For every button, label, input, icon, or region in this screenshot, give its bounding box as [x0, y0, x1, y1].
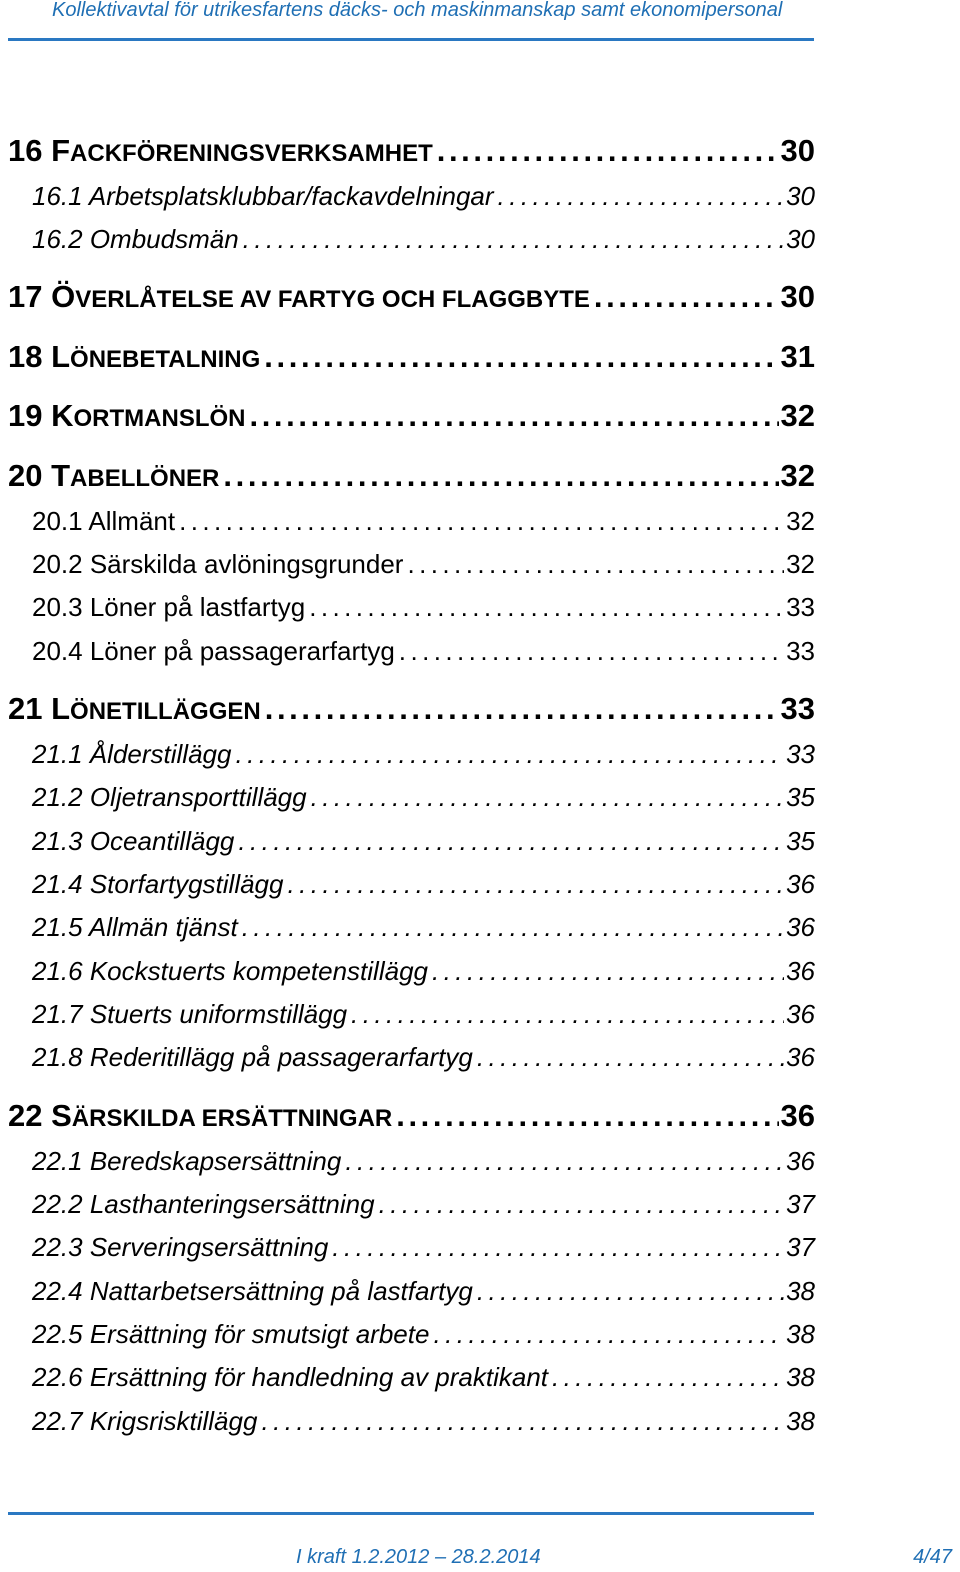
- toc-leader: [242, 912, 784, 943]
- toc-title: 21.1 Ålderstillägg: [32, 739, 232, 769]
- toc-leader: [552, 1362, 784, 1393]
- toc-title: 21.4 Storfartygstillägg: [32, 869, 284, 899]
- toc-entry-21[interactable]: [8, 691, 815, 729]
- toc-title: 21.7 Stuerts uniformstillägg: [32, 999, 348, 1029]
- toc-leader: [223, 458, 778, 494]
- toc-leader: [396, 1098, 778, 1134]
- toc-page-number: 36: [786, 956, 815, 986]
- toc-page-number: 38: [786, 1406, 815, 1436]
- toc-entry-17[interactable]: [8, 279, 815, 317]
- toc-leader: [477, 1276, 784, 1307]
- toc-entry-19[interactable]: [8, 398, 815, 436]
- toc-leader: [399, 636, 784, 667]
- toc-entry-21-2[interactable]: [32, 782, 815, 816]
- toc-title: 22.5 Ersättning för smutsigt arbete: [32, 1319, 430, 1349]
- toc-page-number: 37: [786, 1189, 815, 1219]
- toc-entry-16-1[interactable]: [32, 181, 815, 215]
- toc-page-number: 32: [780, 458, 815, 493]
- toc-entry-22-2[interactable]: [32, 1189, 815, 1223]
- toc-entry-16-2[interactable]: [32, 224, 815, 258]
- toc-title: 21.8 Rederitillägg på passagerarfartyg: [32, 1042, 473, 1072]
- toc-leader: [264, 339, 778, 375]
- toc-leader: [432, 956, 784, 987]
- footer-divider: [8, 1512, 814, 1515]
- toc-leader: [311, 782, 784, 813]
- toc-entry-21-3[interactable]: [32, 826, 815, 860]
- toc-page-number: 30: [786, 224, 815, 254]
- toc-title: 20.2 Särskilda avlöningsgrunder: [32, 549, 404, 579]
- toc-leader: [261, 1406, 784, 1437]
- toc-entry-21-5[interactable]: [32, 912, 815, 946]
- toc-entry-22-3[interactable]: [32, 1232, 815, 1266]
- toc-entry-22-5[interactable]: [32, 1319, 815, 1353]
- toc-leader: [351, 999, 784, 1030]
- toc-title: 22 SÄRSKILDA ERSÄTTNINGAR: [8, 1098, 393, 1133]
- toc-leader: [498, 181, 785, 212]
- toc-title: 17 ÖVERLÅTELSE AV FARTYG OCH FLAGGBYTE: [8, 279, 590, 314]
- toc-page-number: 30: [780, 133, 815, 168]
- toc-leader: [265, 691, 779, 727]
- toc-entry-18[interactable]: [8, 339, 815, 377]
- toc-title: 21.5 Allmän tjänst: [32, 912, 238, 942]
- toc-title: 22.7 Krigsrisktillägg: [32, 1406, 258, 1436]
- toc-page-number: 38: [786, 1276, 815, 1306]
- toc-title: 18 LÖNEBETALNING: [8, 339, 261, 374]
- toc-leader: [437, 133, 779, 169]
- toc-entry-22[interactable]: [8, 1098, 815, 1136]
- toc-page-number: 31: [780, 339, 815, 374]
- toc-title: 16.1 Arbetsplatsklubbar/fackavdelningar: [32, 181, 494, 211]
- toc-title: 22.6 Ersättning för handledning av praktikant: [32, 1362, 549, 1392]
- toc-page-number: 30: [780, 279, 815, 314]
- toc-entry-20-4[interactable]: [32, 636, 815, 670]
- toc-title: 21.3 Oceantillägg: [32, 826, 235, 856]
- toc-title: 21 LÖNETILLÄGGEN: [8, 691, 261, 726]
- toc-title: 21.2 Oljetransporttillägg: [32, 782, 307, 812]
- footer-validity-period: I kraft 1.2.2012 – 28.2.2014: [296, 1546, 541, 1568]
- toc-leader: [594, 279, 779, 315]
- toc-page-number: 36: [786, 869, 815, 899]
- toc-entry-21-8[interactable]: [32, 1042, 815, 1076]
- toc-title: 22.3 Serveringsersättning: [32, 1232, 329, 1262]
- toc-leader: [309, 592, 784, 623]
- toc-page-number: 32: [780, 398, 815, 433]
- document-header-title: Kollektivavtal för utrikesfartens däcks- och maskinmanskap samt ekonomipersonal: [52, 0, 783, 21]
- footer-page-number: 4/47: [913, 1546, 952, 1568]
- toc-page-number: 33: [786, 636, 815, 666]
- toc-page-number: 36: [786, 999, 815, 1029]
- toc-page-number: 36: [786, 1146, 815, 1176]
- toc-title: 22.1 Beredskapsersättning: [32, 1146, 342, 1176]
- toc-title: 22.2 Lasthanteringsersättning: [32, 1189, 375, 1219]
- toc-title: 22.4 Nattarbetsersättning på lastfartyg: [32, 1276, 473, 1306]
- toc-page-number: 30: [786, 181, 815, 211]
- toc-leader: [332, 1232, 784, 1263]
- toc-entry-21-4[interactable]: [32, 869, 815, 903]
- toc-leader: [379, 1189, 785, 1220]
- toc-entry-22-6[interactable]: [32, 1362, 815, 1396]
- toc-title: 20.1 Allmänt: [32, 506, 176, 536]
- toc-entry-21-1[interactable]: [32, 739, 815, 773]
- toc-entry-20-3[interactable]: [32, 592, 815, 626]
- toc-leader: [433, 1319, 784, 1350]
- toc-entry-20-2[interactable]: [32, 549, 815, 583]
- toc-entry-21-6[interactable]: [32, 956, 815, 990]
- toc-title: 21.6 Kockstuerts kompetenstillägg: [32, 956, 428, 986]
- toc-page-number: 32: [786, 506, 815, 536]
- toc-title: 20 TABELLÖNER: [8, 458, 220, 493]
- toc-page-number: 38: [786, 1319, 815, 1349]
- toc-entry-16[interactable]: [8, 133, 815, 171]
- toc-title: 16.2 Ombudsmän: [32, 224, 239, 254]
- toc-entry-21-7[interactable]: [32, 999, 815, 1033]
- toc-title: 20.3 Löner på lastfartyg: [32, 592, 306, 622]
- toc-title: 19 KORTMANSLÖN: [8, 398, 246, 433]
- toc-page-number: 35: [786, 782, 815, 812]
- toc-page-number: 33: [786, 592, 815, 622]
- toc-page-number: 36: [780, 1098, 815, 1133]
- toc-page-number: 33: [786, 739, 815, 769]
- toc-entry-20[interactable]: [8, 458, 815, 496]
- toc-page-number: 36: [786, 1042, 815, 1072]
- toc-leader: [345, 1146, 784, 1177]
- toc-page-number: 36: [786, 912, 815, 942]
- toc-entry-22-7[interactable]: [32, 1406, 815, 1440]
- toc-page-number: 35: [786, 826, 815, 856]
- toc-leader: [235, 739, 784, 770]
- toc-leader: [243, 224, 784, 255]
- toc-entry-20-1[interactable]: [32, 506, 815, 540]
- toc-leader: [287, 869, 784, 900]
- toc-page-number: 32: [786, 549, 815, 579]
- toc-entry-22-4[interactable]: [32, 1276, 815, 1310]
- toc-leader: [249, 398, 778, 434]
- toc-leader: [477, 1042, 784, 1073]
- toc-title: 16 FACKFÖRENINGSVERKSAMHET: [8, 133, 433, 168]
- toc-page-number: 38: [786, 1362, 815, 1392]
- toc-leader: [407, 549, 784, 580]
- toc-page-number: 37: [786, 1232, 815, 1262]
- toc-entry-22-1[interactable]: [32, 1146, 815, 1180]
- toc-leader: [238, 826, 784, 857]
- toc-leader: [179, 506, 784, 537]
- toc-page-number: 33: [780, 691, 815, 726]
- toc-title: 20.4 Löner på passagerarfartyg: [32, 636, 395, 666]
